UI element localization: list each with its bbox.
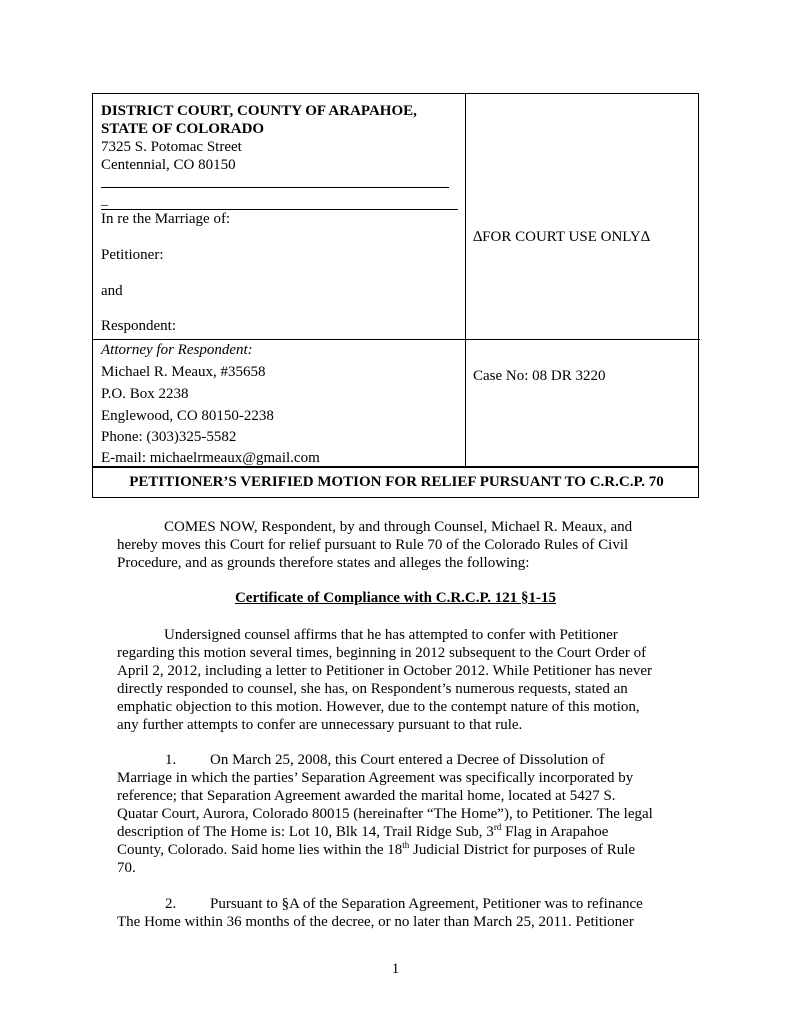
paragraph-1-line1: On March 25, 2008, this Court entered a Decree of Dissolution of (210, 752, 605, 768)
attorney-city: Englewood, CO 80150-2238 (101, 408, 274, 424)
paragraph-1-line5 (117, 823, 677, 841)
paragraph-1-line3: reference; that Separation Agreement awarded the marital home, located at 5427 S. (117, 788, 616, 804)
certificate-heading: Certificate of Compliance with C.R.C.P. 121 §1-15 (234, 590, 557, 606)
attorney-phone: Phone: (303)325-5582 (101, 429, 237, 445)
certificate-line5: emphatic objection to this motion. However, due to the contempt nature of this motion, (117, 699, 640, 715)
respondent-label: Respondent: (101, 318, 176, 334)
motion-title: PETITIONER’S VERIFIED MOTION FOR RELIEF PURSUANT TO C.R.C.P. 70 (129, 474, 664, 490)
paragraph-2-number: 2. (165, 896, 177, 912)
court-address-city: Centennial, CO 80150 (101, 157, 236, 173)
legal-description-text: description of The Home is: Lot 10, Blk 14, Trail Ridge Sub, 3 (117, 824, 494, 840)
in-re-label: In re the Marriage of: (101, 211, 231, 227)
attorney-po-box: P.O. Box 2238 (101, 386, 189, 402)
paragraph-1-line6 (117, 841, 677, 859)
paragraph-1-line2: Marriage in which the parties’ Separation Agreement was specifically incorporated by (117, 770, 634, 786)
attorney-label: Attorney for Respondent: (101, 342, 253, 358)
intro-line3: Procedure, and as grounds therefore states and alleges the following: (117, 555, 530, 571)
intro-line2: hereby moves this Court for relief pursuant to Rule 70 of the Colorado Rules of Civil (117, 537, 629, 553)
court-address-street: 7325 S. Potomac Street (101, 139, 242, 155)
court-name-line1: DISTRICT COURT, COUNTY OF ARAPAHOE, (101, 103, 417, 119)
paragraph-1-line7: 70. (117, 860, 136, 876)
certificate-line1: Undersigned counsel affirms that he has attempted to confer with Petitioner (164, 627, 618, 643)
certificate-line3: April 2, 2012, including a letter to Petitioner in October 2012. While Petitioner has never (117, 663, 653, 679)
and-label: and (101, 283, 123, 299)
court-use-only: ∆FOR COURT USE ONLY∆ (473, 229, 650, 245)
paragraph-2-line1: Pursuant to §A of the Separation Agreement, Petitioner was to refinance (210, 896, 643, 912)
page-number: 1 (391, 961, 400, 977)
case-number: Case No: 08 DR 3220 (473, 368, 606, 384)
ordinal-suffix: th (402, 840, 410, 850)
paragraph-2-line2: The Home within 36 months of the decree, or no later than March 25, 2011. Petitioner (117, 914, 634, 930)
court-name-line2: STATE OF COLORADO (101, 121, 265, 137)
caption-divider-left (93, 339, 465, 340)
paragraph-1-number: 1. (165, 752, 177, 768)
caption-underline (101, 187, 449, 188)
certificate-line4: directly responded to counsel, she has, on Respondent’s numerous requests, stated an (117, 681, 628, 697)
legal-description-tail: Flag in Arapahoe (501, 824, 609, 840)
ordinal-suffix: rd (493, 822, 502, 832)
petitioner-label: Petitioner: (101, 247, 164, 263)
attorney-name: Michael R. Meaux, #35658 (101, 364, 266, 380)
certificate-line6: any further attempts to confer are unnecessary pursuant to that rule. (117, 717, 523, 733)
caption-divider-right (465, 339, 700, 340)
caption-divider-vertical (465, 94, 466, 467)
paragraph-1-line4: Quatar Court, Aurora, Colorado 80015 (hereinafter “The Home”), to Petitioner. The legal (117, 806, 653, 822)
case-caption-box (92, 93, 699, 498)
intro-line1: COMES NOW, Respondent, by and through Counsel, Michael R. Meaux, and (164, 519, 633, 535)
district-text: County, Colorado. Said home lies within the 18 (117, 842, 403, 858)
district-tail: Judicial District for purposes of Rule (409, 842, 636, 858)
attorney-email: E-mail: michaelrmeaux@gmail.com (101, 450, 320, 466)
caption-dash: _ (101, 193, 108, 208)
certificate-line2: regarding this motion several times, beginning in 2012 subsequent to the Court Order of (117, 645, 647, 661)
